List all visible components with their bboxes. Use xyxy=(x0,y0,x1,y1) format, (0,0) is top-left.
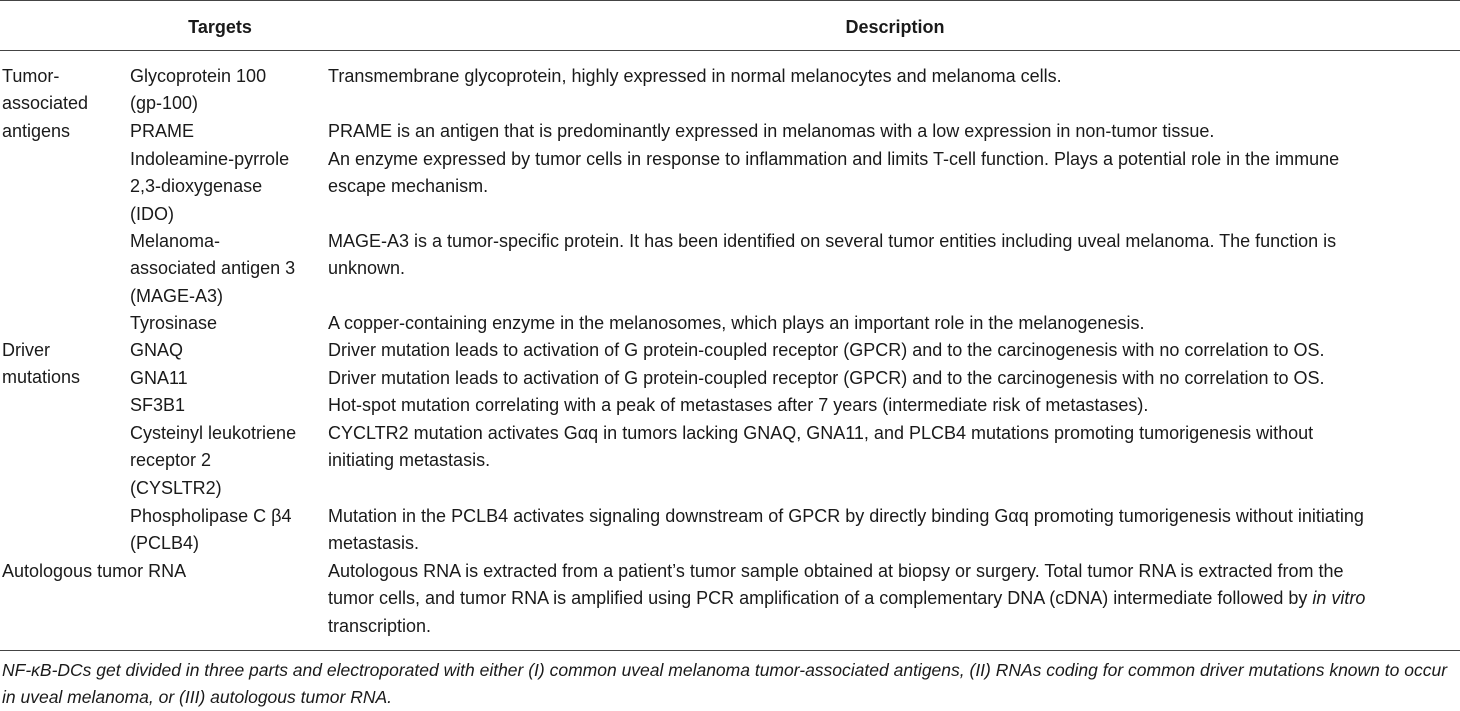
group-tumor-associated-antigens: Tumor- associated antigens xyxy=(2,66,89,141)
description-cysltr2: CYCLTR2 mutation activates Gαq in tumors lacking GNAQ, GNA11, and PLCB4 mutations promoting tumorigenesis without initiating metastasis. xyxy=(328,423,1314,471)
target-gna11: GNA11 xyxy=(130,368,188,388)
table-footnote: NF-κB-DCs get divided in three parts and electroporated with either (I) common uveal melanoma tumor-associated antigens, (II) RNAs coding for common driver mutations known to occur in uveal melanoma, or (III) autologous tumor RNA. xyxy=(2,660,1448,707)
target-sf3b1: SF3B1 xyxy=(130,395,186,415)
header-rule xyxy=(0,50,1460,51)
table-bottom-rule xyxy=(0,650,1460,651)
autologous-text-italic: in vitro xyxy=(1312,588,1366,609)
description-prame: PRAME is an antigen that is predominantly expressed in melanomas with a low expression in non-tumor tissue. xyxy=(328,121,1215,141)
group-driver-mutations: Driver mutations xyxy=(2,340,81,388)
description-tyrosinase: A copper-containing enzyme in the melanosomes, which plays an important role in the melanogenesis. xyxy=(328,313,1145,333)
target-cysltr2: Cysteinyl leukotriene receptor 2 (CYSLTR2) xyxy=(130,423,297,498)
autologous-text-part1: Autologous RNA is extracted from a patient’s tumor sample obtained at biopsy or surgery. Total tumor RNA is extracted from the tumor cells, and tumor RNA is amplified using PCR amplification of a complementary DNA (cDNA) intermediate followed by xyxy=(328,561,1344,609)
description-ido: An enzyme expressed by tumor cells in response to inflammation and limits T-cell function. Plays a potential role in the immune escape mechanism. xyxy=(328,149,1340,197)
target-mage-a3: Melanoma- associated antigen 3 (MAGE-A3) xyxy=(130,231,296,306)
target-gp100: Glycoprotein 100 (gp-100) xyxy=(130,66,267,114)
description-gna11: Driver mutation leads to activation of G protein-coupled receptor (GPCR) and to the carcinogenesis with no correlation to OS. xyxy=(328,368,1325,388)
autologous-text-part2: transcription. xyxy=(328,615,432,636)
description-mage-a3: MAGE-A3 is a tumor-specific protein. It has been identified on several tumor entities including uveal melanoma. The function is unknown. xyxy=(328,231,1337,279)
group-autologous-tumor-rna: Autologous tumor RNA xyxy=(2,561,187,581)
target-prame: PRAME xyxy=(130,121,195,141)
header-description: Description xyxy=(845,17,945,37)
description-sf3b1: Hot-spot mutation correlating with a peak of metastases after 7 years (intermediate risk of metastases). xyxy=(328,395,1149,415)
target-pclb4: Phospholipase C β4 (PCLB4) xyxy=(130,506,292,554)
description-gp100: Transmembrane glycoprotein, highly expressed in normal melanocytes and melanoma cells. xyxy=(328,66,1062,86)
header-targets: Targets xyxy=(188,17,252,37)
description-pclb4: Mutation in the PCLB4 activates signaling downstream of GPCR by directly binding Gαq promoting tumorigenesis without initiating metastasis. xyxy=(328,506,1364,554)
description-autologous-tumor-rna xyxy=(328,558,1458,640)
description-gnaq: Driver mutation leads to activation of G protein-coupled receptor (GPCR) and to the carcinogenesis with no correlation to OS. xyxy=(328,340,1325,360)
target-gnaq: GNAQ xyxy=(130,340,184,360)
table-top-rule xyxy=(0,0,1460,1)
target-tyrosinase: Tyrosinase xyxy=(130,313,218,333)
target-ido: Indoleamine-pyrrole 2,3-dioxygenase (IDO) xyxy=(130,149,290,224)
